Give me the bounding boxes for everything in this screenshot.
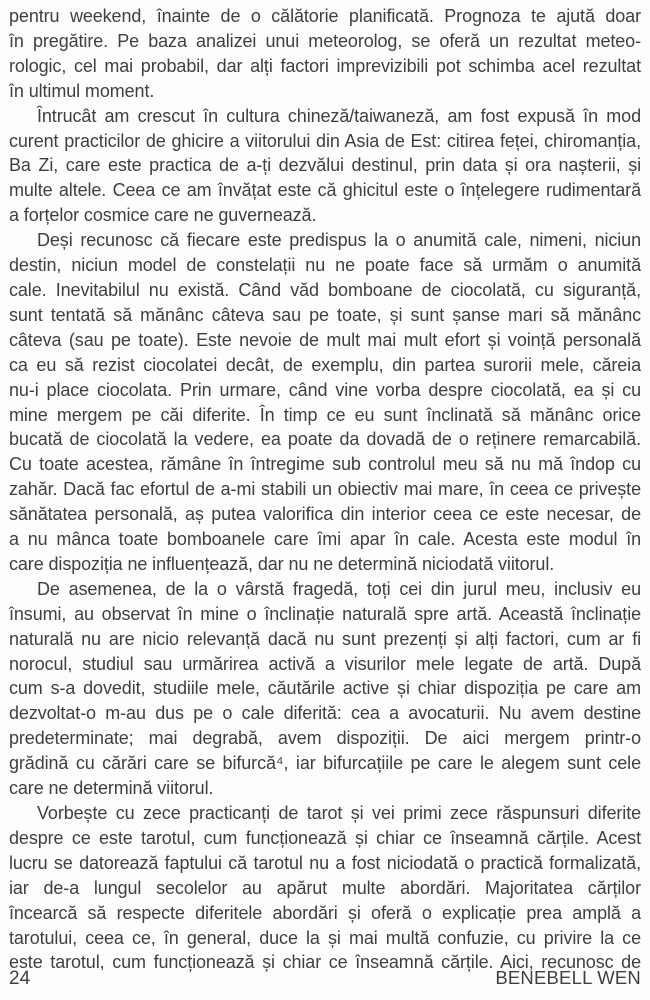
paragraph <box>9 104 641 229</box>
text-line: norocul, studiul sau urmărirea activă a visurilor mele legate de artă. După <box>9 653 641 674</box>
text-line: zahăr. Dacă fac efortul de a-mi stabili un obiectiv mai mare, în ceea ce privește <box>9 479 641 500</box>
running-footer-author: BENEBELL WEN <box>495 967 641 989</box>
text-line: grădină cu cărări care se bifurcă⁴, iar bifurcațiile pe care le alegem sunt cele <box>9 753 641 774</box>
text-line: De asemenea, de la o vârstă fragedă, toți cei din jurul meu, inclusiv eu <box>37 578 641 599</box>
text-line: iar de-a lungul secolelor au apărut multe abordări. Majoritatea cărților <box>9 877 641 898</box>
text-line: Ba Zi, care este practica de a-ți dezvălui destinul, prin data și ora nașterii, și <box>9 155 641 176</box>
text-line: lucru se datorează faptului că tarotul nu a fost niciodată o practică formalizată, <box>9 852 641 873</box>
paragraph <box>9 228 641 577</box>
page-number: 24 <box>9 968 31 990</box>
text-line: destin, niciun model de constelații nu ne poate face să urmăm o anumită <box>9 255 641 276</box>
text-line: mine mergem pe căi diferite. În timp ce eu sunt înclinată să mănânc orice <box>9 404 641 425</box>
text-line: predeterminate; mai degrabă, avem dispoziții. De aici mergem printr-o <box>9 728 641 749</box>
text-line: Întrucât am crescut în cultura chineză/taiwaneză, am fost expusă în mod <box>37 105 641 126</box>
text-line: multe altele. Ceea ce am învățat este că ghicitul este o înțelegere rudimentară <box>9 180 641 201</box>
text-line: bucată de ciocolată la vedere, ea poate da dovadă de o reținere remarcabilă. <box>9 429 641 450</box>
text-line: cum s-a dovedit, studiile mele, căutările active și chiar dispoziția pe care am <box>9 678 641 699</box>
text-line: naturală nu are nicio relevanță dacă nu sunt prezenți și alți factori, cum ar fi <box>9 628 641 649</box>
page-footer <box>9 966 641 992</box>
text-line: care ne determină viitorul. <box>9 778 214 799</box>
text-line: dezvoltat-o m-au dus pe o cale diferită: cea a avocaturii. Nu avem destine <box>9 703 641 724</box>
text-line: însumi, au observat în mine o înclinație naturală spre artă. Această înclinație <box>9 603 641 624</box>
text-line: câteva (sau pe toate). Este nevoie de mult mai mult efort și voință personală <box>9 329 641 350</box>
paragraph <box>9 577 641 801</box>
text-line: a nu mânca toate bomboanele care îmi apar în cale. Acesta este modul în <box>9 529 641 550</box>
text-line: a forțelor cosmice care ne guvernează. <box>9 205 317 226</box>
text-line: rologic, cel mai probabil, dar alți factori imprevizibili pot schimba acel rezultat <box>9 55 641 76</box>
text-line: Deși recunosc că fiecare este predispus la o anumită cale, nimeni, niciun <box>37 230 641 251</box>
text-line: curent practicilor de ghicire a viitorului din Asia de Est: citirea feței, chiromanția, <box>9 130 641 151</box>
text-line: cale. Inevitabilul nu există. Când văd bomboane de ciocolată, cu siguranță, <box>9 279 641 300</box>
page-text <box>9 4 641 975</box>
text-line: Vorbește cu zece practicanți de tarot și vei primi zece răspunsuri diferite <box>37 803 641 823</box>
text-line: în pregătire. Pe baza analizei unui meteorolog, se oferă un rezultat meteo- <box>9 30 641 51</box>
paragraph <box>9 801 641 975</box>
paragraph <box>9 4 641 104</box>
text-line: nu-i place ciocolata. Prin urmare, când vine vorba despre ciocolată, ea și cu <box>9 379 641 400</box>
text-line: este tarotul, cum funcționează și chiar ce înseamnă cărțile. Aici, recunosc de <box>9 952 641 973</box>
text-line: ca eu să rezist ciocolatei decât, de exemplu, din partea surorii mele, căreia <box>9 354 641 375</box>
text-line: în ultimul moment. <box>9 80 155 101</box>
text-line: tarotului, ceea ce, în general, duce la și mai multă confuzie, cu privire la ce <box>9 927 641 948</box>
text-line: încearcă să respecte diferitele abordări și oferă o explicație prea amplă a <box>9 902 641 923</box>
text-line: sunt tentată să mănânc câteva sau pe toate, și sunt șanse mari să mănânc <box>9 304 641 325</box>
text-line: Cu toate acestea, rămâne în întregime sub controlul meu să nu mă îndop cu <box>9 454 641 475</box>
text-line: pentru weekend, înainte de o călătorie planificată. Prognoza te ajută doar <box>9 6 641 26</box>
text-line: sănătatea personală, aș putea valorifica din interior ceea ce este necesar, de <box>9 504 641 525</box>
text-line: despre ce este tarotul, cum funcționează și chiar ce înseamnă cărțile. Acest <box>9 827 641 848</box>
text-line: care dispoziția ne influențează, dar nu ne determină niciodată viitorul. <box>9 553 555 574</box>
